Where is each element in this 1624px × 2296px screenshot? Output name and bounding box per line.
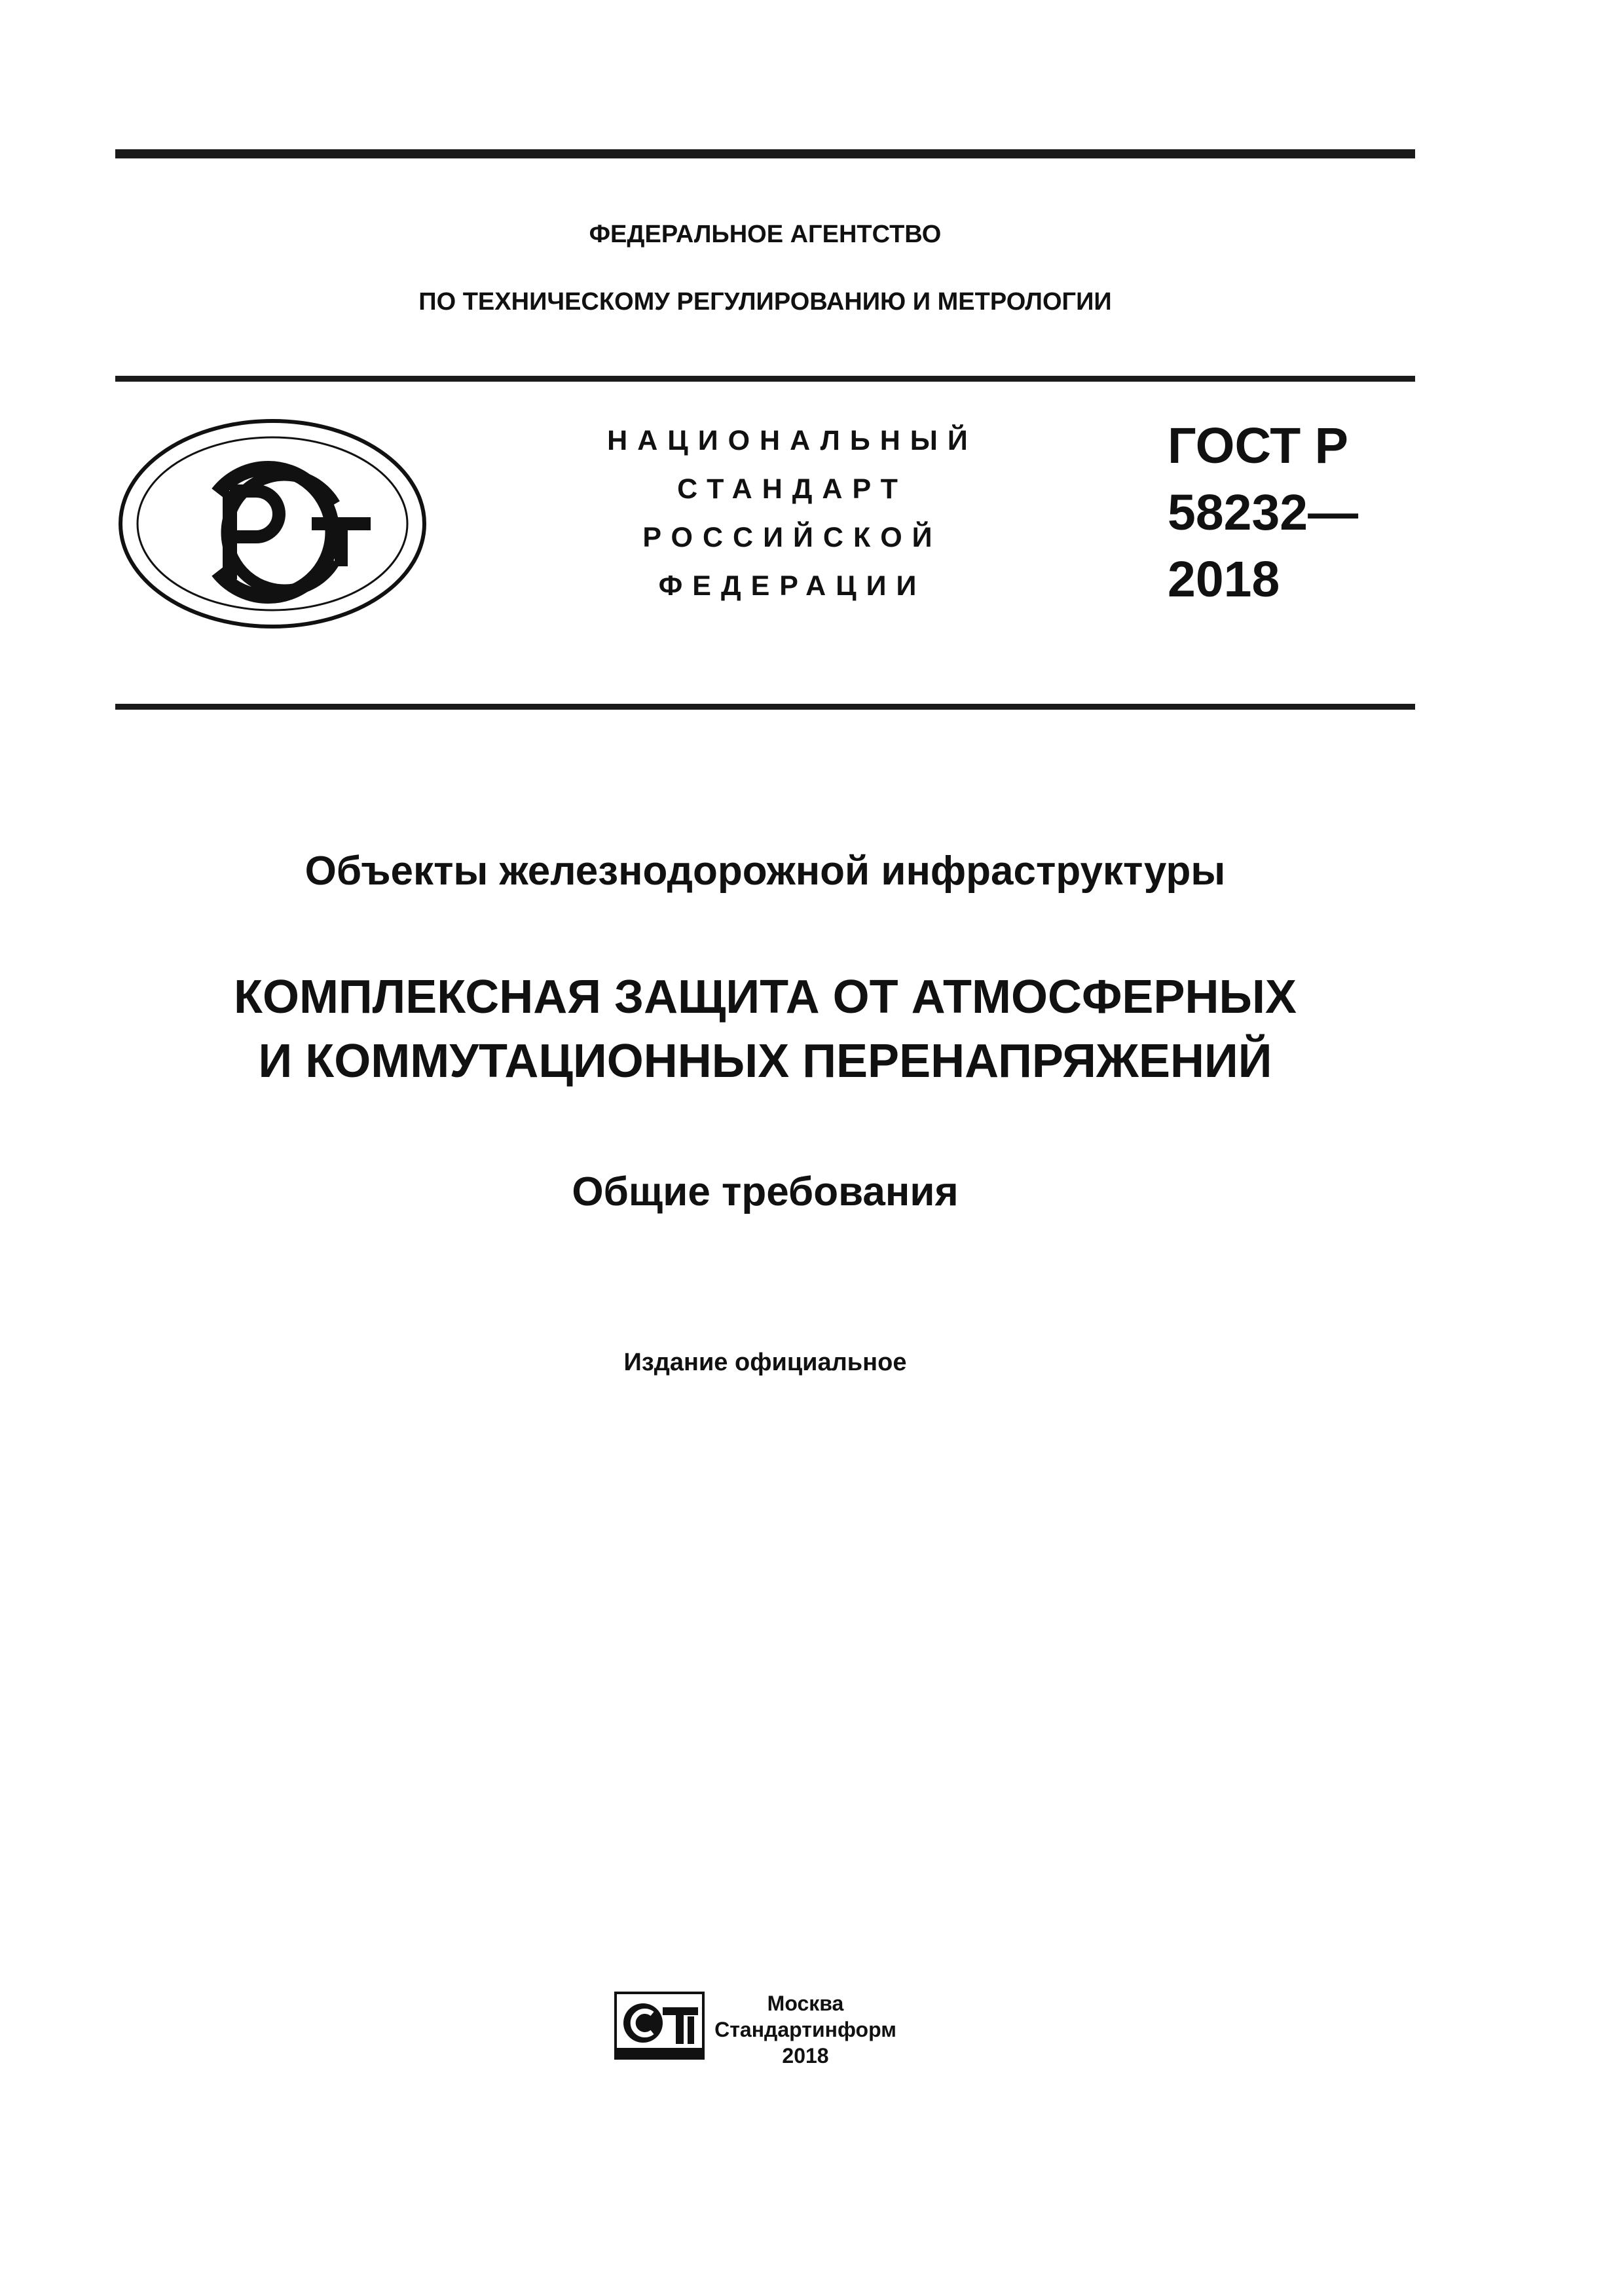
standartinform-logo-icon	[612, 1990, 707, 2062]
block-rule	[115, 704, 1415, 710]
national-standard-label	[570, 416, 1015, 610]
national-line-2: СТАНДАРТ	[677, 473, 908, 505]
publisher-block	[707, 1990, 904, 2069]
gost-code: ГОСТ Р	[1168, 418, 1349, 474]
gost-number: 58232—	[1168, 484, 1359, 541]
publisher-city: Москва	[767, 1992, 844, 2015]
gost-year: 2018	[1168, 551, 1280, 608]
edition-label: Издание официальное	[623, 1349, 907, 1376]
main-title-line-1: КОМПЛЕКСНАЯ ЗАЩИТА ОТ АТМОСФЕРНЫХ	[234, 971, 1297, 1023]
agency-line-1: ФЕДЕРАЛЬНОЕ АГЕНТСТВО	[589, 221, 942, 248]
rst-certification-mark-icon	[115, 416, 430, 632]
subtitle: Общие требования	[572, 1169, 959, 1214]
national-line-4: ФЕДЕРАЦИИ	[658, 570, 927, 602]
top-rule	[115, 149, 1415, 158]
gost-designation	[1168, 412, 1403, 613]
publisher-year: 2018	[782, 2044, 829, 2068]
publisher-name: Стандартинформ	[714, 2018, 896, 2041]
header-rule	[115, 376, 1415, 382]
national-line-3: РОССИЙСКОЙ	[642, 522, 942, 553]
agency-line-2: ПО ТЕХНИЧЕСКОМУ РЕГУЛИРОВАНИЮ И МЕТРОЛОГИИ	[418, 288, 1112, 316]
national-line-1: НАЦИОНАЛЬНЫЙ	[607, 425, 978, 456]
object-title: Объекты железнодорожной инфраструктуры	[304, 848, 1226, 894]
main-title-line-2: И КОММУТАЦИОННЫХ ПЕРЕНАПРЯЖЕНИЙ	[258, 1035, 1272, 1087]
